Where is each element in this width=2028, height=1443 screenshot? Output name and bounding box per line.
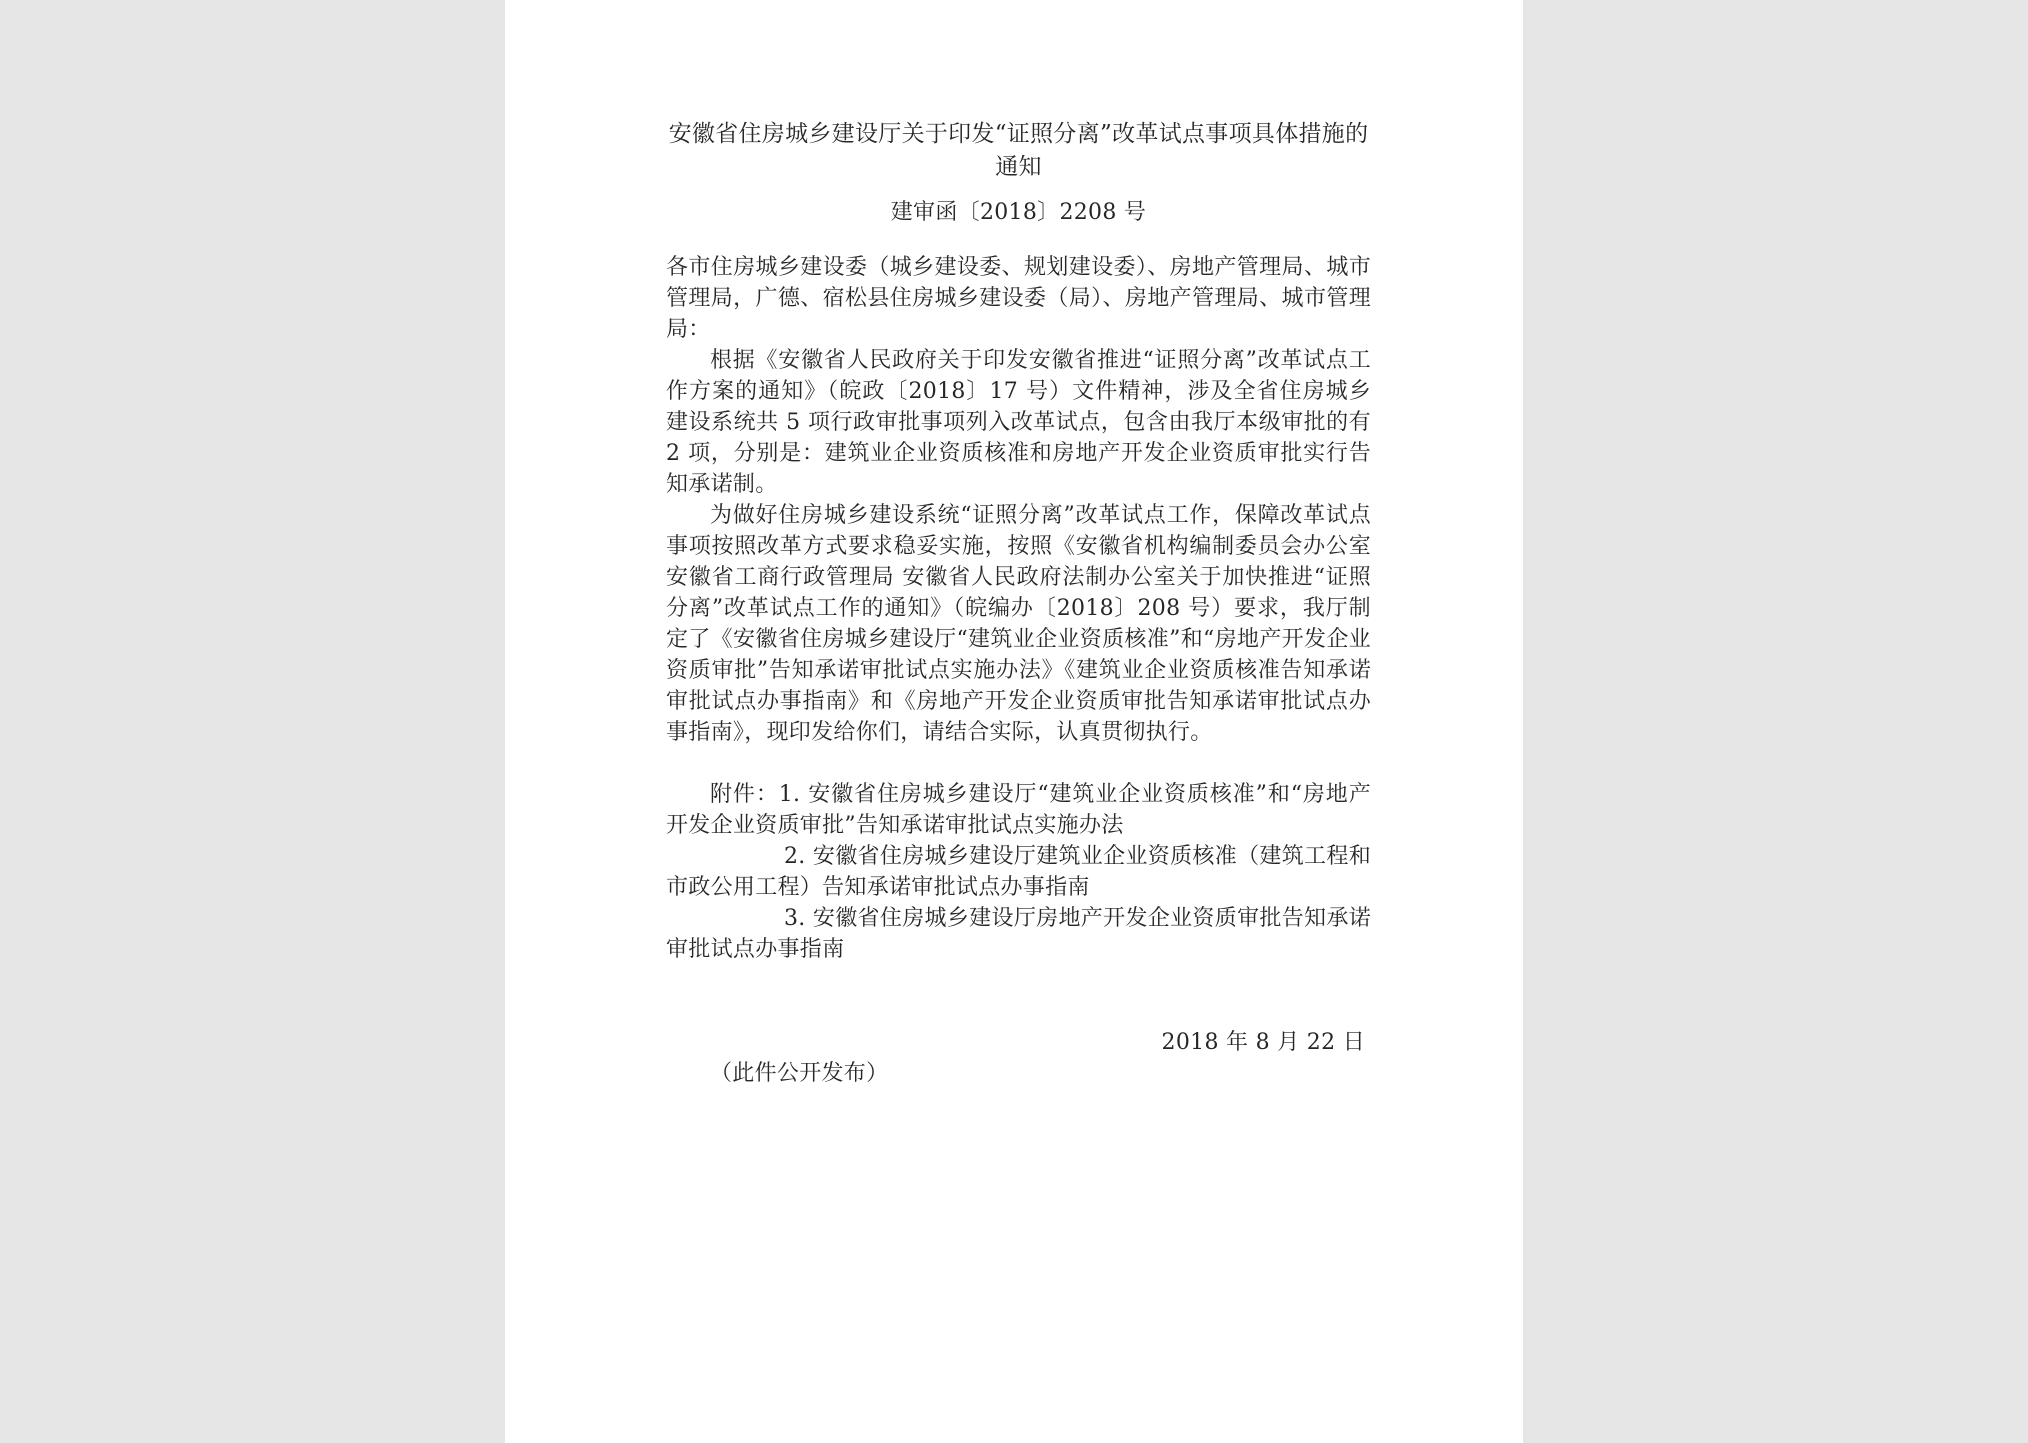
body-paragraph-1: 根据《安徽省人民政府关于印发安徽省推进“证照分离”改革试点工作方案的通知》（皖政〔2018〕17 号）文件精神，涉及全省住房城乡建设系统共 5 项行政审批事项列入改革试点，包含由我厅本级审批的有 2 项，分别是：建筑业企业资质核准和房地产开发企业资质审批实行告知承诺制。 — [666, 348, 1371, 497]
attachments-list — [666, 779, 1371, 965]
addressee: 各市住房城乡建设委（城乡建设委、规划建设委）、房地产管理局、城市管理局，广德、宿松县住房城乡建设委（局）、房地产管理局、城市管理局： — [666, 255, 1371, 342]
public-release-note: （此件公开发布） — [710, 1061, 889, 1086]
attachment-item-2: 2. 安徽省住房城乡建设厅建筑业企业资质核准（建筑工程和市政公用工程）告知承诺审批试点办事指南 — [666, 844, 1371, 900]
document-page — [505, 0, 1523, 1443]
attachment-item-3: 3. 安徽省住房城乡建设厅房地产开发企业资质审批告知承诺审批试点办事指南 — [666, 906, 1371, 962]
document-content — [666, 118, 1371, 1089]
attachment-item-1: 附件：1. 安徽省住房城乡建设厅“建筑业企业资质核准”和“房地产开发企业资质审批”告知承诺审批试点实施办法 — [666, 782, 1371, 838]
document-title: 安徽省住房城乡建设厅关于印发“证照分离”改革试点事项具体措施的通知 — [668, 121, 1369, 180]
body-paragraph-2: 为做好住房城乡建设系统“证照分离”改革试点工作，保障改革试点事项按照改革方式要求稳妥实施，按照《安徽省机构编制委员会办公室 安徽省工商行政管理局 安徽省人民政府法制办公室关于加快推进“证照分离”改革试点工作的通知》（皖编办〔2018〕208 号）要求，我厅制定了《安徽省住房城乡建设厅“建筑业企业资质核准”和“房地产开发企业资质审批”告知承诺审批试点实施办法》《建筑业企业资质核准告知承诺审批试点办事指南》和《房地产开发企业资质审批告知承诺审批试点办事指南》，现印发给你们，请结合实际，认真贯彻执行。 — [666, 503, 1371, 745]
document-number: 建审函〔2018〕2208 号 — [890, 200, 1147, 225]
issue-date: 2018 年 8 月 22 日 — [1161, 1030, 1365, 1055]
